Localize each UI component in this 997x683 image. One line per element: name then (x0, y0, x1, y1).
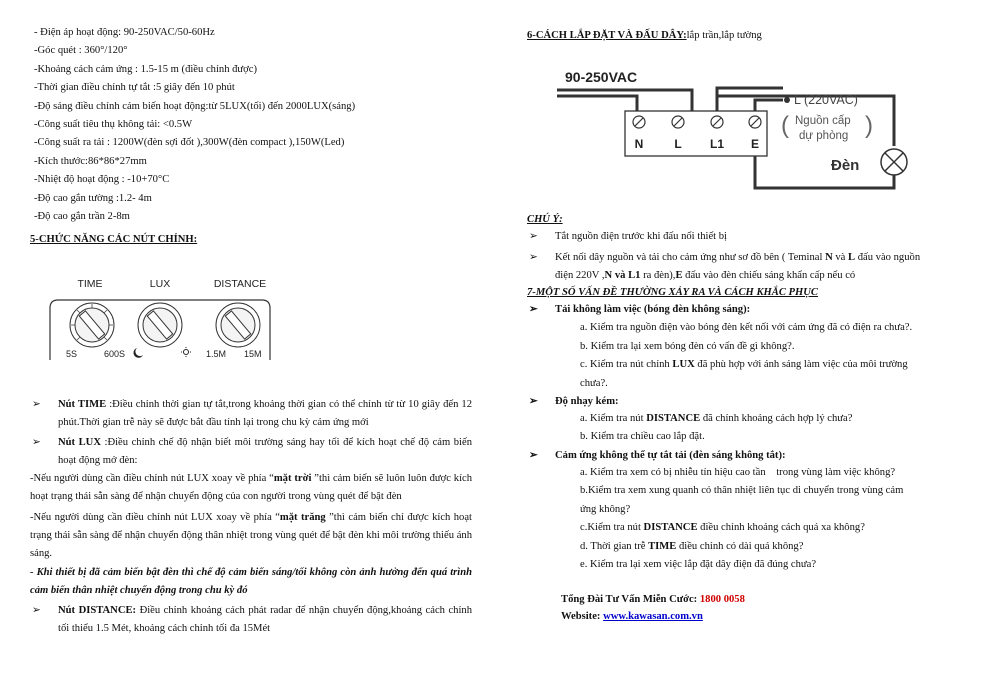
distance-max-label: 15M (244, 349, 262, 359)
arrow-bullet-icon: ➢ (529, 230, 538, 242)
section6-title-row (527, 29, 762, 43)
problem-3: ➢ Cảm ứng không thể tự tắt tải (đèn sáng không tắt): (529, 449, 786, 461)
arrow-bullet-icon: ➢ (529, 396, 538, 408)
section5-title: 5-CHỨC NĂNG CÁC NÚT CHỈNH: (30, 234, 198, 245)
terminal-e: E (750, 137, 760, 151)
arrow-bullet-icon: ➢ (529, 304, 538, 316)
lamp-label: Đèn (831, 157, 860, 174)
arrow-bullet-icon: ➢ (32, 437, 41, 448)
backup-open-paren: ( (781, 112, 789, 139)
problem-2: ➢ Độ nhạy kém: (529, 396, 619, 408)
terminal-l1: L1 (709, 137, 725, 151)
time-bullet-text: :Điều chỉnh thời gian tự tắt,trong khoảng thời gian có thể chỉnh từ từ 10 giây đến 12 phút.Thời gian trễ này sẽ được bắt đầu tính lại trong chu kỳ cảm ứng mới (58, 399, 472, 428)
distance-bullet-text: Điều chỉnh khoảng cách phát radar để nhận chuyển động,khoảng cách chỉnh tối thiểu 1.5 Mét, khoảng cách chỉnh tối đa 15Mét (58, 605, 473, 634)
voltage-label: 90-250VAC (565, 69, 638, 85)
lux-knob (138, 303, 182, 347)
l-220vac-label: L (220VAC) (794, 93, 858, 107)
spec-angle: -Góc quét : 360°/120° (34, 45, 128, 57)
terminal-block (625, 111, 767, 156)
check-3b: b.Kiểm tra xem xung quanh có thân nhiệt liên tục di chuyển trong vùng cảm (580, 485, 904, 497)
spec-load: -Công suất ra tải : 1200W(đèn sợi đốt ),300W(đèn compact ),150W(Led) (34, 137, 345, 149)
check-2a: a. Kiểm tra nút DISTANCE đã chỉnh khoảng cách hợp lý chưa? (580, 412, 853, 424)
wire-lamp-return (755, 156, 894, 188)
right-lower (527, 213, 972, 624)
check-3d: d. Thời gian trễ TIME điều chỉnh có dài quá không? (580, 540, 804, 552)
time-knob (70, 303, 114, 347)
time-min-label: 5S (66, 349, 78, 359)
check-3e: e. Kiểm tra lại xem việc lắp đặt dây điện đã đúng chưa? (580, 559, 817, 571)
check-1a: a. Kiểm tra nguồn điện vào bóng đèn kết nối với cảm ứng đã có điện ra chưa?. (580, 322, 913, 334)
note-item-1: ➢ Tắt nguồn điện trước khi đấu nối thiết bị (529, 230, 727, 242)
l-terminal-dot (784, 97, 790, 103)
sun-paragraph: -Nếu người dùng cần điều chỉnh nút LUX xoay về phía “mặt trời ”thì cảm biến sẽ luôn luôn được kích hoạt trạng thái sẵn sàng để nhận chuyển động của con người trong vùng quét để bật đèn (30, 473, 473, 502)
backup-label-1: Nguồn cấp (795, 115, 851, 127)
check-1c: c. Kiểm tra nút chỉnh LUX đã phù hợp với ánh sáng làm việc của môi trường (580, 359, 908, 371)
spec-size: -Kích thước:86*86*27mm (34, 155, 147, 167)
section6-title: 6-CÁCH LẮP ĐẶT VÀ ĐẤU DÂY: (527, 30, 687, 41)
wire-n (557, 96, 637, 111)
spec-lux: -Độ sáng điều chỉnh cảm biến hoạt động:từ 5LUX(tối) đến 2000LUX(sáng) (34, 100, 356, 112)
hotline-number[interactable]: 1800 0058 (699, 593, 745, 605)
knob-label-distance: DISTANCE (213, 278, 267, 290)
arrow-bullet-icon: ➢ (32, 605, 41, 616)
spec-idle-power: -Công suất tiêu thụ không tải: <0.5W (34, 118, 193, 130)
problem-3-checks (527, 464, 972, 575)
section6-title-rest: lắp trần,lắp tường (686, 30, 762, 41)
wire-e (755, 100, 783, 111)
spec-voltage: - Điện áp hoạt động: 90-250VAC/50-60Hz (34, 27, 215, 38)
distance-bullet (30, 602, 472, 638)
left-lower (30, 396, 472, 638)
distance-knob (216, 303, 260, 347)
spec-wall-height: -Độ cao gắn tường :1.2- 4m (34, 192, 152, 204)
spec-range: -Khoảng cách cảm ứng : 1.5-15 m (điều chỉnh được) (34, 63, 258, 75)
italic-note: - Khi thiết bị đã cảm biến bật đèn thì chế độ cảm biến sáng/tối không còn ảnh hưởng đến quá trình cảm biến thân nhiệt chuyển động trong chu kỳ đó (30, 567, 472, 596)
wire-top (557, 90, 692, 111)
arrow-bullet-icon: ➢ (32, 399, 41, 410)
distance-min-label: 1.5M (206, 349, 227, 359)
time-bullet (30, 396, 472, 432)
knob-label-lux: LUX (149, 278, 171, 290)
spec-ceiling-height: -Độ cao gắn trần 2-8m (34, 210, 130, 222)
terminal-l: L (674, 137, 682, 151)
problem-2-checks (527, 410, 972, 447)
knob-panel (48, 268, 272, 360)
check-3c: c.Kiểm tra nút DISTANCE điều chỉnh khoảng cách quá xa không? (580, 522, 865, 534)
distance-bullet-title: Nút DISTANCE: (58, 605, 137, 616)
backup-close-paren: ) (865, 112, 873, 139)
spec-temp: -Nhiệt độ hoạt động : -10+70°C (34, 174, 170, 186)
wiring-diagram (547, 66, 917, 206)
hotline: Tổng Đài Tư Vấn Miễn Cước: 1800 0058 (561, 593, 745, 605)
time-max-label: 600S (104, 349, 126, 359)
check-3a: a. Kiểm tra xem có bị nhiễu tín hiệu cao tần trong vùng làm việc không? (580, 466, 896, 478)
check-1c-cont: chưa?. (580, 377, 608, 389)
lux-bullet-title: Nút LUX (58, 437, 101, 448)
arrow-bullet-icon: ➢ (529, 251, 538, 263)
problem-1-checks (527, 319, 972, 393)
check-3b-cont: ứng không? (580, 503, 631, 515)
backup-label-2: dự phòng (799, 130, 849, 142)
note-item-2: ➢ Kết nối dây nguồn và tải cho cảm ứng như sơ đồ bên ( Teminal N và L đấu vào nguồn điện 220V ,N và L1 ra đèn),E đấu vào đèn chiếu sáng khẩn cấp nếu có (527, 249, 972, 285)
moon-paragraph: -Nếu người dùng cần điều chỉnh nút LUX xoay về phía “mặt trăng ”thì cảm biến chỉ được kích hoạt trạng thái sẵn sàng để nhận chuyển động thân nhiệt trong vùng quét để bật đèn khi môi trường thiếu ánh sáng. (30, 512, 472, 559)
spec-timer: -Thời gian điều chỉnh tự tắt :5 giây đến 10 phút (34, 82, 235, 94)
spec-list (34, 26, 355, 228)
terminal-n: N (634, 137, 644, 151)
website: Website: www.kawasan.com.vn (561, 611, 703, 623)
section7-title: 7-MỘT SỐ VẤN ĐỀ THƯỜNG XẢY RA VÀ CÁCH KHẮC PHỤC (527, 286, 818, 298)
time-bullet-title: Nút TIME (58, 399, 107, 410)
arrow-bullet-icon: ➢ (529, 449, 538, 461)
moon-icon (134, 348, 143, 358)
note-title: CHÚ Ý: (527, 214, 563, 225)
website-link[interactable]: www.kawasan.com.vn (603, 611, 703, 623)
lamp-icon (881, 149, 907, 175)
problem-1: ➢ Tải không làm việc (bóng đèn không sáng): (529, 304, 751, 316)
sun-icon (181, 347, 191, 357)
lux-bullet (30, 434, 472, 470)
check-1b: b. Kiểm tra lại xem bóng đèn có vấn đề gì không?. (580, 340, 795, 352)
lux-bullet-text: :Điều chỉnh chế độ nhận biết môi trường sáng hay tối để kích hoạt chế độ cảm biến hoạt động mở đèn: (58, 437, 472, 466)
check-2b: b. Kiểm tra chiều cao lắp đặt. (580, 431, 705, 443)
knob-label-time: TIME (77, 278, 103, 290)
